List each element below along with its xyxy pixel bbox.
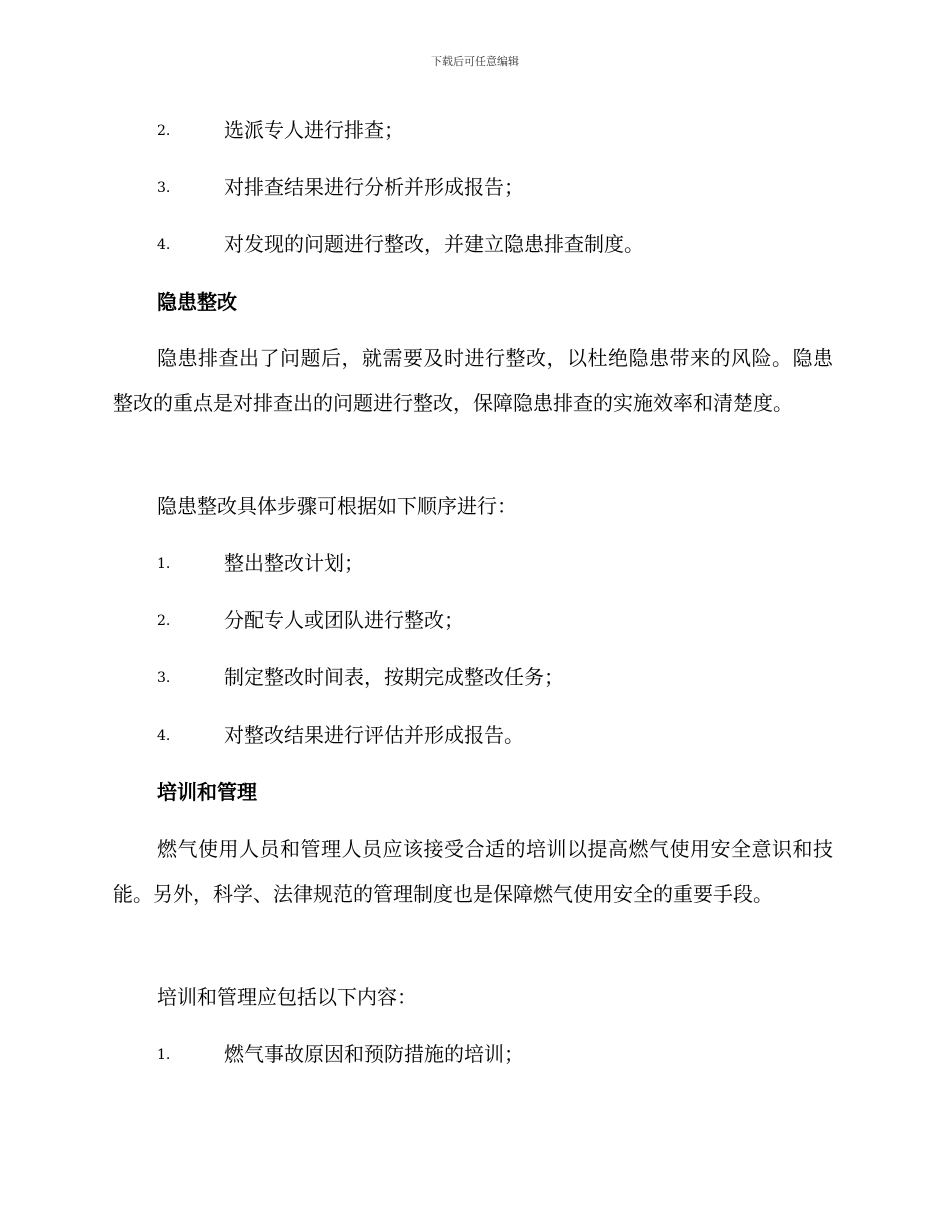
- list-item: [0, 721, 950, 751]
- list-text: 对排查结果进行分析并形成报告；: [224, 175, 524, 199]
- list-item: [0, 116, 950, 146]
- list-text: 选派专人进行排查；: [224, 118, 404, 142]
- list-text: 燃气事故原因和预防措施的培训；: [224, 1042, 524, 1066]
- list-text: 对整改结果进行评估并形成报告。: [224, 723, 524, 747]
- list-number: 4.: [157, 237, 171, 253]
- section-intro-training: 培训和管理应包括以下内容：: [157, 985, 417, 1009]
- list-number: 2.: [157, 613, 171, 629]
- list-number: 2.: [157, 123, 171, 139]
- list-item: [0, 606, 950, 636]
- list-text: 整出整改计划；: [224, 551, 364, 575]
- page-header-note: 下载后可任意编辑: [431, 55, 519, 68]
- section-paragraph-rectify: 隐患排查出了问题后，就需要及时进行整改，以杜绝隐患带来的风险。隐患整改的重点是对排查出的问题进行整改，保障隐患排查的实施效率和清楚度。: [113, 346, 833, 415]
- list-text: 对发现的问题进行整改，并建立隐患排查制度。: [224, 232, 644, 256]
- list-item: [0, 663, 950, 693]
- section-heading-training: 培训和管理: [157, 780, 257, 804]
- list-text: 分配专人或团队进行整改；: [224, 608, 464, 632]
- list-number: 1.: [157, 1047, 171, 1063]
- section-heading-rectify: 隐患整改: [157, 290, 237, 314]
- list-item: [0, 1040, 950, 1070]
- section-paragraph-training: 燃气使用人员和管理人员应该接受合适的培训以提高燃气使用安全意识和技能。另外，科学、法律规范的管理制度也是保障燃气使用安全的重要手段。: [113, 837, 833, 906]
- list-item: [0, 173, 950, 203]
- list-number: 4.: [157, 728, 171, 744]
- list-number: 3.: [157, 670, 171, 686]
- list-number: 1.: [157, 556, 171, 572]
- list-item: [0, 549, 950, 579]
- list-item: [0, 230, 950, 260]
- list-text: 制定整改时间表，按期完成整改任务；: [224, 665, 564, 689]
- list-number: 3.: [157, 180, 171, 196]
- section-intro-rectify: 隐患整改具体步骤可根据如下顺序进行：: [157, 494, 517, 518]
